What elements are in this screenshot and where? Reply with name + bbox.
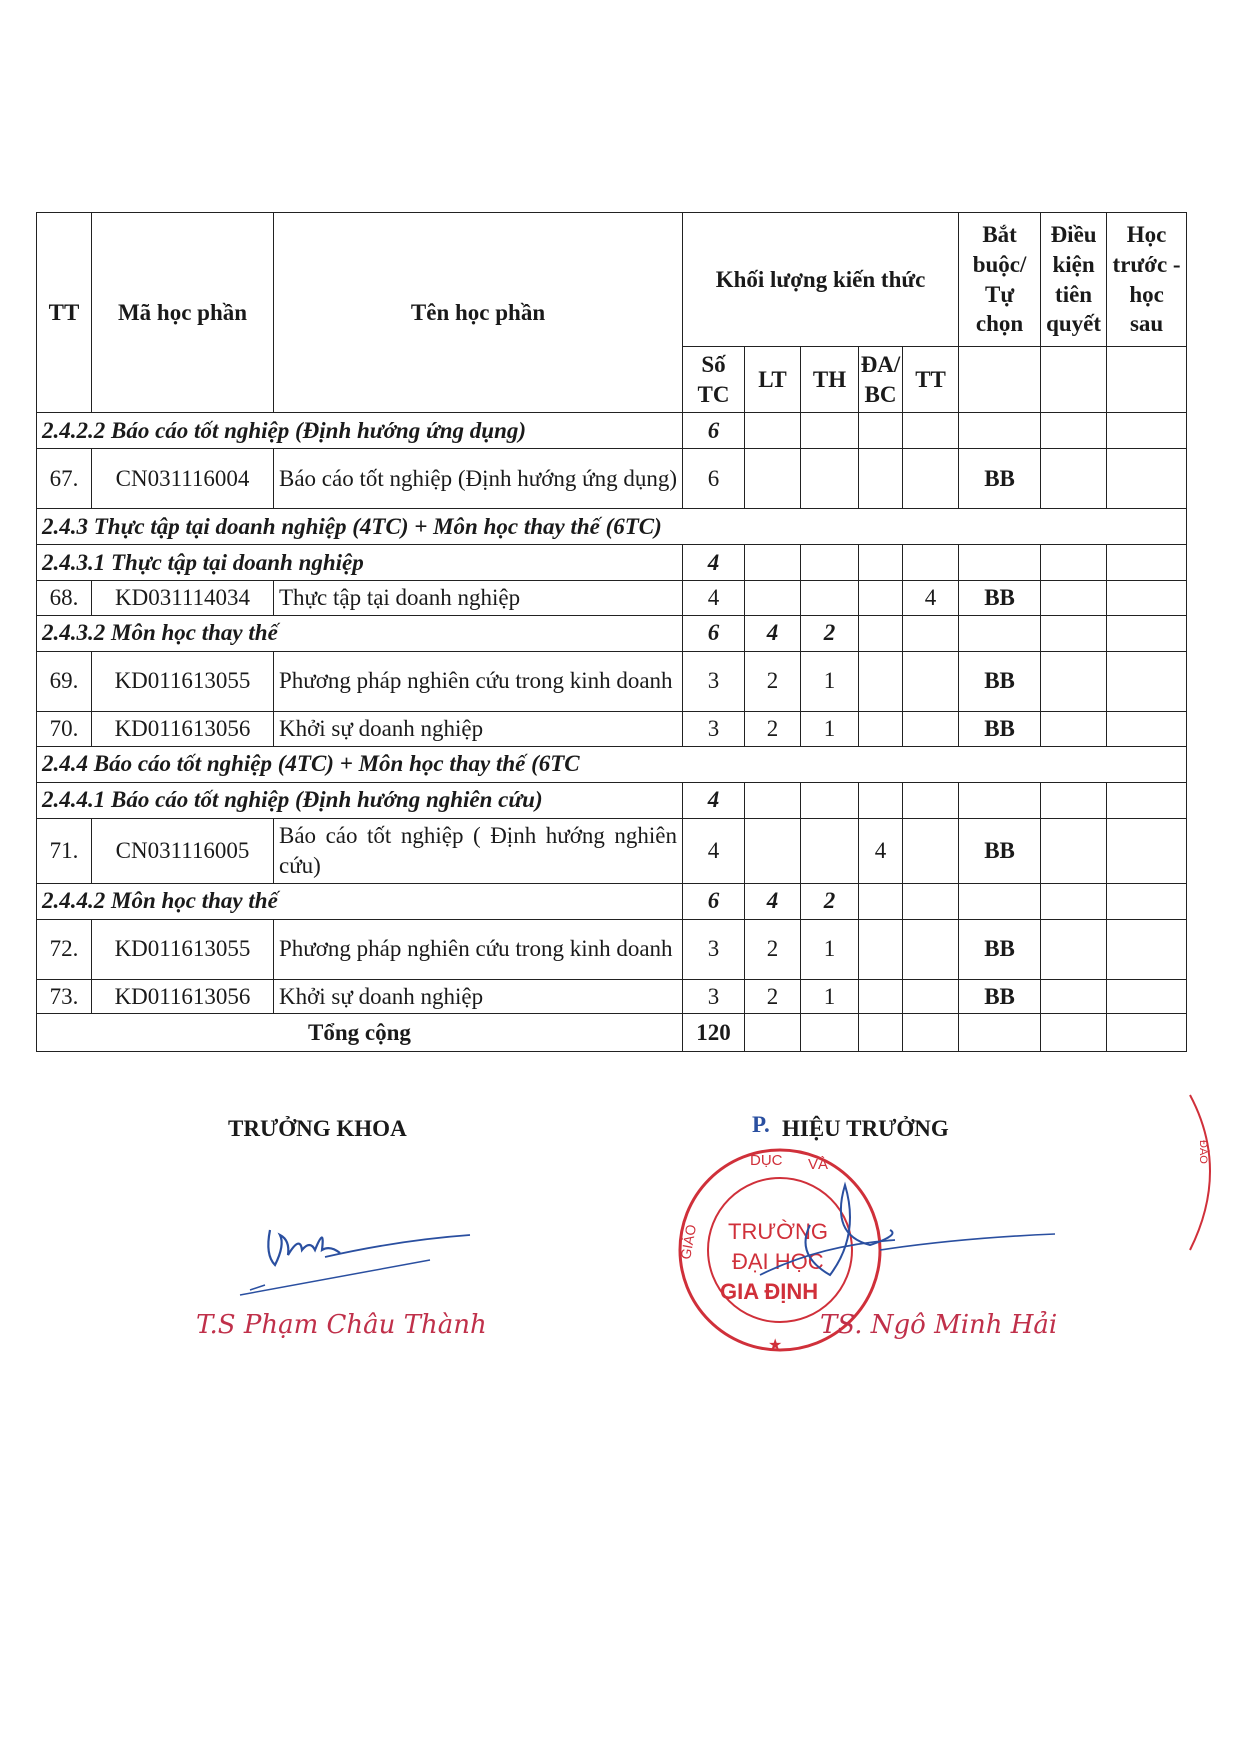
row-number: 68. — [37, 581, 92, 616]
course-required: BB — [959, 818, 1041, 883]
table-group-heading — [37, 746, 1187, 782]
table-header — [37, 213, 1187, 413]
header-tt2: TT — [903, 347, 959, 413]
course-order — [1107, 711, 1187, 746]
empty-cell — [859, 413, 903, 449]
course-tt — [903, 651, 959, 711]
table-row — [37, 449, 1187, 509]
course-name: Khởi sự doanh nghiệp — [274, 979, 683, 1014]
course-credits: 3 — [683, 919, 745, 979]
section-title: 2.4.3.2 Môn học thay thế — [37, 615, 683, 651]
course-code: KD011613055 — [92, 919, 274, 979]
course-prereq — [1041, 818, 1107, 883]
empty-cell — [1107, 413, 1187, 449]
course-prereq — [1041, 711, 1107, 746]
course-name: Khởi sự doanh nghiệp — [274, 711, 683, 746]
svg-text:VÀ: VÀ — [808, 1156, 829, 1173]
stamp-line-1: TRƯỜNG — [728, 1219, 828, 1244]
row-number: 70. — [37, 711, 92, 746]
header-name: Tên học phần — [274, 213, 683, 413]
header-lt: LT — [745, 347, 801, 413]
course-da — [859, 449, 903, 509]
course-required: BB — [959, 711, 1041, 746]
course-name: Báo cáo tốt nghiệp (Định hướng ứng dụng) — [274, 449, 683, 509]
empty-cell — [859, 782, 903, 818]
section-credits: 6 — [683, 615, 745, 651]
course-code: KD031114034 — [92, 581, 274, 616]
course-credits: 4 — [683, 581, 745, 616]
group-heading-title: 2.4.4 Báo cáo tốt nghiệp (4TC) + Môn học thay thế (6TC — [37, 746, 1187, 782]
empty-cell — [959, 782, 1041, 818]
right-signature-name: TS. Ngô Minh Hải — [820, 1310, 1058, 1340]
course-required: BB — [959, 979, 1041, 1014]
section-lt: 4 — [745, 615, 801, 651]
course-tt — [903, 449, 959, 509]
course-lt — [745, 449, 801, 509]
course-prereq — [1041, 979, 1107, 1014]
table-row — [37, 919, 1187, 979]
svg-text:★: ★ — [768, 1337, 783, 1354]
empty-cell — [959, 545, 1041, 581]
course-th: 1 — [801, 651, 859, 711]
table-body — [37, 413, 1187, 1014]
table-section-row — [37, 883, 1187, 919]
section-th: 2 — [801, 883, 859, 919]
empty-cell — [859, 545, 903, 581]
course-tt — [903, 818, 959, 883]
course-lt: 2 — [745, 979, 801, 1014]
course-required: BB — [959, 919, 1041, 979]
course-code: KD011613055 — [92, 651, 274, 711]
section-credits: 4 — [683, 545, 745, 581]
right-signature-title: HIỆU TRƯỞNG — [782, 1116, 949, 1141]
header-empty-3 — [1107, 347, 1187, 413]
header-empty-2 — [1041, 347, 1107, 413]
left-signature-scribble — [230, 1195, 490, 1305]
empty-cell — [903, 615, 959, 651]
course-code: CN031116005 — [92, 818, 274, 883]
row-number: 71. — [37, 818, 92, 883]
course-credits: 3 — [683, 979, 745, 1014]
empty-cell — [859, 883, 903, 919]
header-da: ĐA/ BC — [859, 347, 903, 413]
svg-text:GIÁO: GIÁO — [677, 1223, 700, 1261]
empty-cell — [959, 883, 1041, 919]
course-code: KD011613056 — [92, 979, 274, 1014]
section-lt — [745, 545, 801, 581]
table-section-row — [37, 782, 1187, 818]
course-da — [859, 919, 903, 979]
course-lt — [745, 818, 801, 883]
course-lt: 2 — [745, 711, 801, 746]
course-code: KD011613056 — [92, 711, 274, 746]
table-row — [37, 979, 1187, 1014]
course-code: CN031116004 — [92, 449, 274, 509]
edge-stamp-fragment — [1180, 1090, 1230, 1260]
empty-cell — [1041, 782, 1107, 818]
section-title: 2.4.2.2 Báo cáo tốt nghiệp (Định hướng ứng dụng) — [37, 413, 683, 449]
course-credits: 4 — [683, 818, 745, 883]
section-title: 2.4.3.1 Thực tập tại doanh nghiệp — [37, 545, 683, 581]
section-title: 2.4.4.2 Môn học thay thế — [37, 883, 683, 919]
table-row — [37, 818, 1187, 883]
course-required: BB — [959, 651, 1041, 711]
course-lt: 2 — [745, 919, 801, 979]
course-order — [1107, 581, 1187, 616]
right-signature-prefix: P. — [752, 1112, 770, 1137]
empty-cell — [859, 615, 903, 651]
group-heading-title: 2.4.3 Thực tập tại doanh nghiệp (4TC) + Môn học thay thế (6TC) — [37, 509, 1187, 545]
course-tt — [903, 979, 959, 1014]
row-number: 72. — [37, 919, 92, 979]
empty-cell — [959, 615, 1041, 651]
course-name: Phương pháp nghiên cứu trong kinh doanh — [274, 651, 683, 711]
header-knowledge: Khối lượng kiến thức — [683, 213, 959, 347]
header-prereq: Điều kiện tiên quyết — [1041, 213, 1107, 347]
course-name: Phương pháp nghiên cứu trong kinh doanh — [274, 919, 683, 979]
course-th: 1 — [801, 979, 859, 1014]
empty-cell — [1041, 413, 1107, 449]
course-prereq — [1041, 651, 1107, 711]
course-th — [801, 449, 859, 509]
right-signature-stroke — [880, 1230, 1060, 1260]
course-th: 1 — [801, 711, 859, 746]
left-signature-name: T.S Phạm Châu Thành — [196, 1310, 487, 1340]
total-credits: 120 — [683, 1014, 745, 1052]
header-th: TH — [801, 347, 859, 413]
course-da — [859, 651, 903, 711]
course-lt — [745, 581, 801, 616]
header-tt: TT — [37, 213, 92, 413]
section-th — [801, 413, 859, 449]
stamp-line-3: GIA ĐỊNH — [720, 1279, 819, 1304]
section-th — [801, 545, 859, 581]
empty-cell — [1041, 545, 1107, 581]
table-row — [37, 581, 1187, 616]
empty-cell — [1107, 545, 1187, 581]
course-name: Báo cáo tốt nghiệp ( Định hướng nghiên cứu) — [274, 818, 683, 883]
course-order — [1107, 919, 1187, 979]
table-section-row — [37, 413, 1187, 449]
course-th — [801, 818, 859, 883]
section-credits: 6 — [683, 883, 745, 919]
empty-cell — [959, 413, 1041, 449]
course-da — [859, 979, 903, 1014]
table-group-heading — [37, 509, 1187, 545]
stamp-line-2: ĐẠI HỌC — [732, 1249, 824, 1274]
course-prereq — [1041, 581, 1107, 616]
svg-text:ĐÀO: ĐÀO — [1197, 1140, 1209, 1164]
total-row — [37, 1014, 1187, 1052]
row-number: 67. — [37, 449, 92, 509]
section-credits: 6 — [683, 413, 745, 449]
section-title: 2.4.4.1 Báo cáo tốt nghiệp (Định hướng nghiên cứu) — [37, 782, 683, 818]
table-section-row — [37, 615, 1187, 651]
empty-cell — [903, 545, 959, 581]
header-code: Mã học phần — [92, 213, 274, 413]
empty-cell — [1107, 782, 1187, 818]
course-credits: 6 — [683, 449, 745, 509]
table-row — [37, 651, 1187, 711]
header-empty-1 — [959, 347, 1041, 413]
header-required: Bắt buộc/ Tự chọn — [959, 213, 1041, 347]
course-order — [1107, 979, 1187, 1014]
course-lt: 2 — [745, 651, 801, 711]
course-order — [1107, 818, 1187, 883]
course-tt — [903, 919, 959, 979]
course-tt — [903, 711, 959, 746]
empty-cell — [903, 883, 959, 919]
row-number: 69. — [37, 651, 92, 711]
total-label: Tổng cộng — [37, 1014, 683, 1052]
left-signature-title: TRƯỞNG KHOA — [228, 1116, 407, 1141]
row-number: 73. — [37, 979, 92, 1014]
course-credits: 3 — [683, 711, 745, 746]
course-name: Thực tập tại doanh nghiệp — [274, 581, 683, 616]
empty-cell — [1107, 615, 1187, 651]
curriculum-table — [36, 212, 1187, 1052]
svg-text:DỤC: DỤC — [750, 1152, 783, 1169]
section-th — [801, 782, 859, 818]
course-order — [1107, 651, 1187, 711]
course-order — [1107, 449, 1187, 509]
course-tt: 4 — [903, 581, 959, 616]
section-lt — [745, 413, 801, 449]
course-prereq — [1041, 449, 1107, 509]
empty-cell — [1041, 615, 1107, 651]
course-required: BB — [959, 449, 1041, 509]
course-prereq — [1041, 919, 1107, 979]
course-da — [859, 711, 903, 746]
empty-cell — [903, 413, 959, 449]
course-th: 1 — [801, 919, 859, 979]
course-required: BB — [959, 581, 1041, 616]
empty-cell — [903, 782, 959, 818]
section-lt — [745, 782, 801, 818]
section-th: 2 — [801, 615, 859, 651]
section-lt: 4 — [745, 883, 801, 919]
table-row — [37, 711, 1187, 746]
header-order: Học trước - học sau — [1107, 213, 1187, 347]
table-footer — [37, 1014, 1187, 1052]
course-da: 4 — [859, 818, 903, 883]
course-credits: 3 — [683, 651, 745, 711]
empty-cell — [1041, 883, 1107, 919]
course-th — [801, 581, 859, 616]
header-credits: Số TC — [683, 347, 745, 413]
course-da — [859, 581, 903, 616]
empty-cell — [1107, 883, 1187, 919]
table-section-row — [37, 545, 1187, 581]
section-credits: 4 — [683, 782, 745, 818]
